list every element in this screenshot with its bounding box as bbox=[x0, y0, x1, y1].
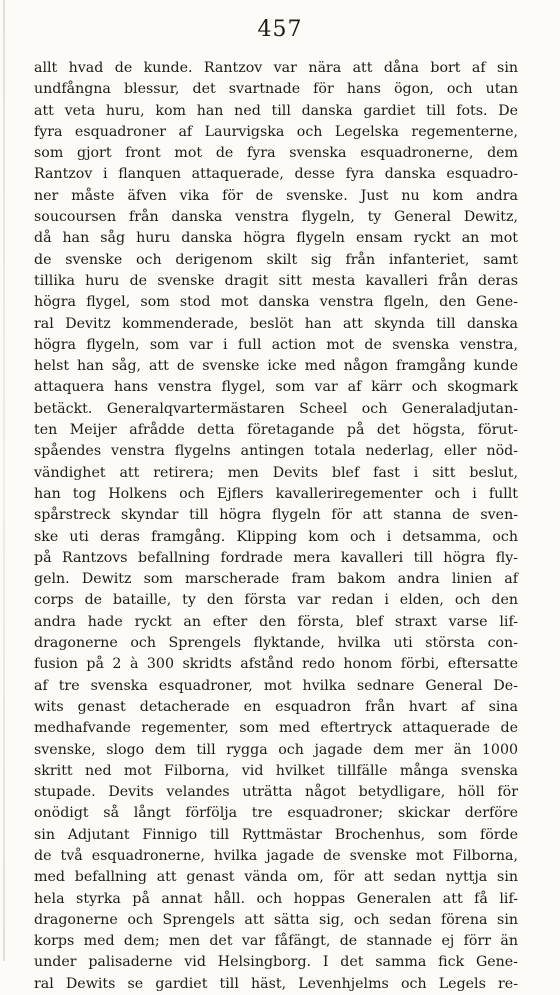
text-line: hela styrka på annat håll. och hoppas Generalen att få lif- bbox=[34, 890, 518, 907]
text-line: då han såg huru danska högra flygeln ensam ryckt an mot bbox=[34, 230, 518, 247]
text-line: korps med dem; men det var fåfängt, de stannade ej förr än bbox=[34, 933, 518, 950]
text-line: corps de bataille, ty den första var redan i elden, och den bbox=[34, 592, 518, 609]
text-line: svenske, slogo dem till rygga och jagade dem mer än 1000 bbox=[34, 741, 518, 758]
text-line: ner måste äfven vika för de svenske. Just nu kom andra bbox=[34, 187, 518, 204]
text-line: allt hvad de kunde. Rantzov var nära att dåna bort af sin bbox=[34, 60, 518, 76]
text-line: de svenske och derigenom skilt sig från infanteriet, samt bbox=[34, 251, 518, 268]
text-line: under palisaderne vid Helsingborg. I det samma fick Gene- bbox=[34, 954, 518, 971]
text-line: onödigt så långt förfölja tre esquadroner; skickar derföre bbox=[34, 805, 518, 822]
page-number: 457 bbox=[257, 17, 303, 42]
text-line: på Rantzovs befallning fordrade mera kavalleri till högra fly- bbox=[34, 549, 518, 566]
text-line: Rantzov i flanquen attaquerade, desse fyra danska esquadro- bbox=[34, 166, 518, 183]
text-line: de två esquadronerne, hvilka jagade de svenske mot Filborna, bbox=[34, 847, 518, 864]
text-line: attaquera hans venstra flygel, som var af kärr och skogmark bbox=[34, 379, 518, 396]
text-line: helst han såg, att de svenske icke med någon framgång kunde bbox=[34, 358, 518, 375]
text-line: högra flygel, som stod mot danska venstra flgeln, den Gene- bbox=[34, 294, 518, 311]
text-line: spåendes venstra flygelns antingen totala nederlag, eller nöd- bbox=[34, 443, 518, 460]
body-text bbox=[34, 58, 518, 995]
text-line: undfångna blessur, det svartnade för hans ögon, och utan bbox=[34, 81, 518, 98]
text-line: skritt ned mot Filborna, vid hvilket tillfälle många svenska bbox=[34, 762, 518, 779]
text-line: betäckt. Generalqvartermästaren Scheel och Generaladjutan- bbox=[34, 400, 518, 417]
text-line: ten Meijer afrådde detta företagande på det högsta, förut- bbox=[34, 422, 518, 439]
text-line: han tog Holkens och Ejflers kavalleriregementer och i fullt bbox=[34, 485, 518, 502]
text-line: wits genast detacherade en esquadron från hvart af sina bbox=[34, 698, 518, 715]
text-line: sin Adjutant Finnigo till Ryttmästar Brochenhus, som förde bbox=[34, 826, 518, 843]
text-line: dragonerne och Sprengels att sätta sig, och sedan förena sin bbox=[34, 911, 518, 928]
text-line: andra hade ryckt an efter den första, blef straxt varse lif- bbox=[34, 613, 518, 630]
text-line: med befallning att genast vända om, för att sedan nyttja sin bbox=[34, 869, 518, 886]
text-line: vändighet att retirera; men Devits blef fast i sitt beslut, bbox=[34, 464, 518, 481]
text-line: soucoursen från danska venstra flygeln, ty General Dewitz, bbox=[34, 209, 518, 226]
text-line: medhafvande regementer, som med eftertryck attaquerade de bbox=[34, 720, 518, 737]
text-line: stupade. Devits velandes uträtta något betydligare, höll för bbox=[34, 784, 518, 801]
page-edge bbox=[3, 0, 5, 961]
text-line: dragonerne och Sprengels flyktande, hvilka uti största con- bbox=[34, 635, 518, 652]
text-line: tillika huru de svenske dragit sitt mesta kavalleri från deras bbox=[34, 272, 518, 289]
text-line: spårstreck skyndar till högra flygeln för att stanna de sven- bbox=[34, 507, 518, 524]
text-line: fusion på 2 à 300 skridts afstånd redo honom förbi, eftersatte bbox=[34, 656, 518, 673]
text-line: att veta huru, kom han ned till danska gardiet till fots. De bbox=[34, 102, 518, 119]
text-line: af tre svenska esquadroner, mot hvilka sednare General De- bbox=[34, 677, 518, 694]
text-line: som gjort front mot de fyra svenska esquadronerne, dem bbox=[34, 145, 518, 162]
text-line: fyra esquadroner af Laurvigska och Legelska regementerne, bbox=[34, 123, 518, 140]
text-line: ral Dewits se gardiet till häst, Levenhjelms och Legels re- bbox=[34, 975, 518, 992]
text-line: ral Devitz kommenderade, beslöt han att skynda till danska bbox=[34, 315, 518, 332]
text-line: geln. Dewitz som marscherade fram bakom andra linien af bbox=[34, 571, 518, 588]
text-line: högra flygeln, som var i full action mot de svenska venstra, bbox=[34, 336, 518, 353]
text-line: ske uti deras framgång. Klipping kom och i detsamma, och bbox=[34, 528, 518, 545]
